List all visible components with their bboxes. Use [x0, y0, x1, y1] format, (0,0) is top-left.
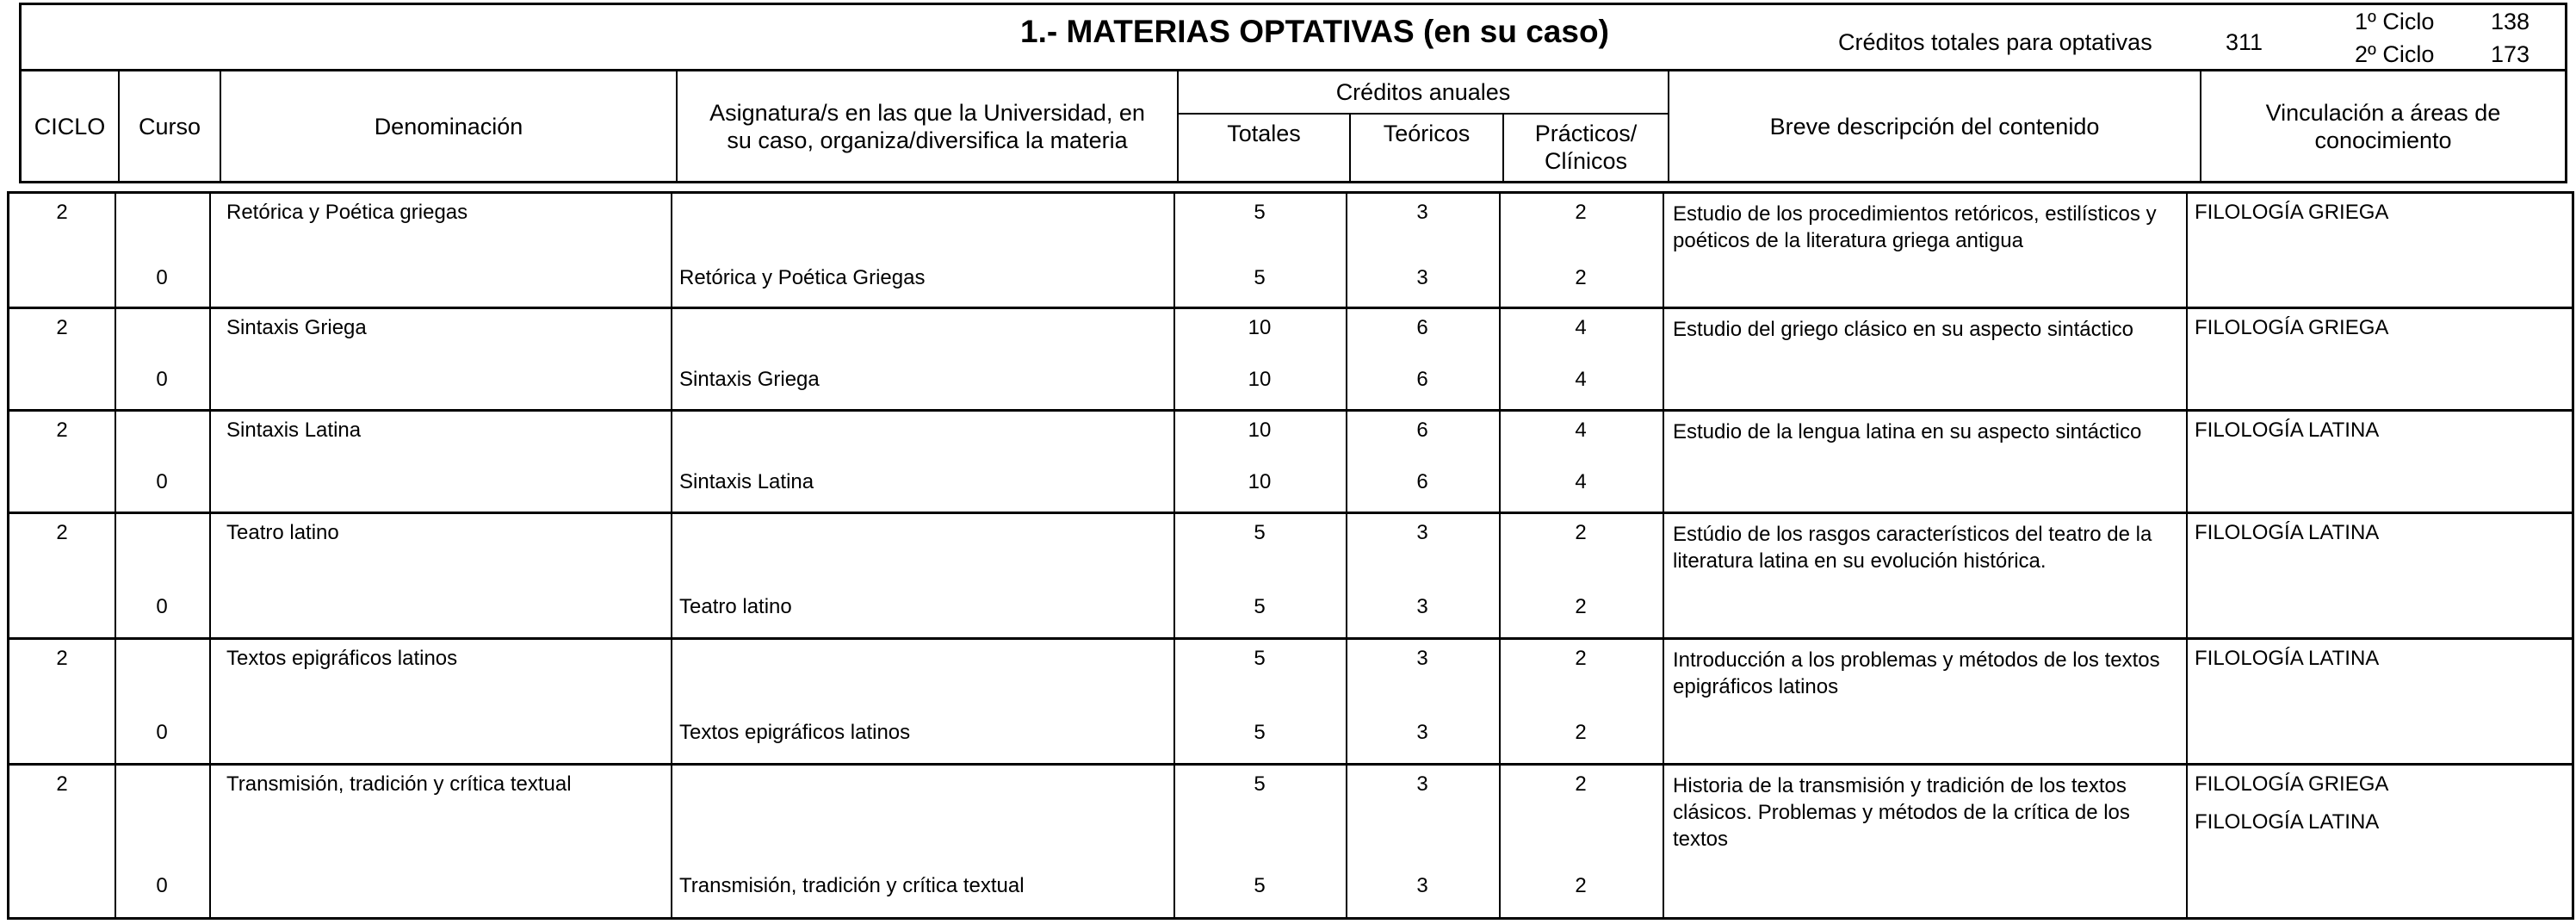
- practicos-cell: 4: [1575, 316, 1587, 339]
- ciclo-cell: 2: [56, 772, 68, 796]
- asignatura-cell: Sintaxis Latina: [679, 470, 814, 493]
- ciclo1-value: 138: [2491, 9, 2530, 34]
- ciclo2-label: 2º Ciclo: [2355, 41, 2435, 67]
- table-header: [19, 71, 2567, 183]
- table-row: [9, 514, 2572, 640]
- area-conocimiento: FILOLOGÍA LATINA: [2195, 810, 2380, 834]
- sub-totales-cell: 5: [1254, 595, 1266, 618]
- header-practicos: Prácticos/ Clínicos: [1502, 113, 1668, 181]
- page-title: 1.- MATERIAS OPTATIVAS (en su caso): [1020, 14, 1609, 49]
- practicos-cell: 2: [1575, 647, 1587, 670]
- curso-cell: 0: [156, 595, 168, 618]
- totales-cell: 5: [1254, 201, 1266, 224]
- ciclo-cell: 2: [56, 521, 68, 544]
- sub-totales-cell: 5: [1254, 721, 1266, 744]
- sub-totales-cell: 10: [1248, 368, 1272, 391]
- asignatura-cell: Teatro latino: [679, 595, 792, 618]
- denominacion-cell: Teatro latino: [226, 521, 339, 544]
- teoricos-cell: 3: [1416, 521, 1428, 544]
- asignatura-cell: Transmisión, tradición y crítica textual: [679, 874, 1025, 897]
- curso-cell: 0: [156, 874, 168, 897]
- totales-cell: 5: [1254, 772, 1266, 796]
- sub-teoricos-cell: 3: [1416, 721, 1428, 744]
- practicos-cell: 4: [1575, 419, 1587, 442]
- curso-cell: 0: [156, 721, 168, 744]
- creditos-totales-value: 311: [2226, 29, 2263, 55]
- asignatura-cell: Retórica y Poética Griegas: [679, 266, 926, 289]
- denominacion-cell: Retórica y Poética griegas: [226, 201, 468, 224]
- sub-practicos-cell: 2: [1575, 721, 1587, 744]
- descripcion-cell: Estudio de la lengua latina en su aspecto sintáctico: [1673, 420, 2142, 443]
- totales-cell: 5: [1254, 521, 1266, 544]
- ciclo2-value: 173: [2491, 41, 2530, 67]
- descripcion-cell: Estudio de los procedimientos retóricos, estilísticos y poéticos de la literatura griega antigua: [1673, 202, 2157, 252]
- curso-cell: 0: [156, 266, 168, 289]
- descripcion-cell: Estúdio de los rasgos característicos del teatro de la literatura latina en su evolución histórica.: [1673, 523, 2152, 573]
- ciclo-cell: 2: [56, 201, 68, 224]
- sub-practicos-cell: 4: [1575, 470, 1587, 493]
- sub-teoricos-cell: 3: [1416, 266, 1428, 289]
- table-row: [9, 766, 2572, 917]
- header-denominacion: Denominación: [220, 71, 676, 181]
- sub-teoricos-cell: 6: [1416, 368, 1428, 391]
- descripcion-cell: Estudio del griego clásico en su aspecto sintáctico: [1673, 318, 2133, 341]
- header-descripcion: Breve descripción del contenido: [1668, 71, 2200, 181]
- sub-practicos-cell: 4: [1575, 368, 1587, 391]
- sub-practicos-cell: 2: [1575, 595, 1587, 618]
- table-row: [9, 309, 2572, 412]
- table-row: [9, 640, 2572, 766]
- teoricos-cell: 3: [1416, 647, 1428, 670]
- curso-cell: 0: [156, 470, 168, 493]
- totales-cell: 10: [1248, 316, 1272, 339]
- table-row: [9, 412, 2572, 514]
- area-conocimiento: FILOLOGÍA LATINA: [2195, 647, 2380, 670]
- header-ciclo: CICLO: [34, 113, 106, 140]
- denominacion-cell: Sintaxis Griega: [226, 316, 367, 339]
- denominacion-cell: Transmisión, tradición y crítica textual: [226, 772, 572, 796]
- practicos-cell: 2: [1575, 201, 1587, 224]
- area-conocimiento: FILOLOGÍA GRIEGA: [2195, 772, 2389, 796]
- creditos-totales-label: Créditos totales para optativas: [1838, 29, 2152, 55]
- ciclo-cell: 2: [56, 316, 68, 339]
- asignatura-cell: Textos epigráficos latinos: [679, 721, 911, 744]
- asignatura-cell: Sintaxis Griega: [679, 368, 820, 391]
- header-vinculacion: Vinculación a áreas de conocimiento: [2200, 71, 2565, 181]
- table-row: [9, 194, 2572, 309]
- area-conocimiento: FILOLOGÍA GRIEGA: [2195, 201, 2389, 224]
- header-totales: Totales: [1177, 113, 1349, 181]
- sub-teoricos-cell: 3: [1416, 595, 1428, 618]
- sub-practicos-cell: 2: [1575, 874, 1587, 897]
- materias-table: [7, 191, 2574, 920]
- sub-totales-cell: 10: [1248, 470, 1272, 493]
- descripcion-cell: Introducción a los problemas y métodos de los textos epigráficos latinos: [1673, 648, 2160, 698]
- denominacion-cell: Sintaxis Latina: [226, 419, 362, 442]
- header-creditos-anuales: Créditos anuales: [1177, 71, 1668, 113]
- sub-teoricos-cell: 6: [1416, 470, 1428, 493]
- teoricos-cell: 3: [1416, 772, 1428, 796]
- teoricos-cell: 6: [1416, 316, 1428, 339]
- descripcion-cell: Historia de la transmisión y tradición de los textos clásicos. Problemas y métodos de la crítica de los textos: [1673, 774, 2130, 851]
- ciclo-cell: 2: [56, 647, 68, 670]
- area-conocimiento: FILOLOGÍA GRIEGA: [2195, 316, 2389, 339]
- sub-teoricos-cell: 3: [1416, 874, 1428, 897]
- ciclo1-label: 1º Ciclo: [2355, 9, 2435, 34]
- sub-totales-cell: 5: [1254, 266, 1266, 289]
- header-teoricos: Teóricos: [1349, 113, 1502, 181]
- teoricos-cell: 6: [1416, 419, 1428, 442]
- area-conocimiento: FILOLOGÍA LATINA: [2195, 521, 2380, 544]
- sub-practicos-cell: 2: [1575, 266, 1587, 289]
- sub-totales-cell: 5: [1254, 874, 1266, 897]
- curso-cell: 0: [156, 368, 168, 391]
- practicos-cell: 2: [1575, 521, 1587, 544]
- ciclo-cell: 2: [56, 419, 68, 442]
- totales-cell: 5: [1254, 647, 1266, 670]
- title-bar: [19, 3, 2567, 71]
- denominacion-cell: Textos epigráficos latinos: [226, 647, 458, 670]
- area-conocimiento: FILOLOGÍA LATINA: [2195, 419, 2380, 442]
- header-curso: Curso: [118, 71, 220, 181]
- header-asignatura: Asignatura/s en las que la Universidad, en su caso, organiza/diversifica la materia: [676, 71, 1177, 181]
- totales-cell: 10: [1248, 419, 1272, 442]
- practicos-cell: 2: [1575, 772, 1587, 796]
- teoricos-cell: 3: [1416, 201, 1428, 224]
